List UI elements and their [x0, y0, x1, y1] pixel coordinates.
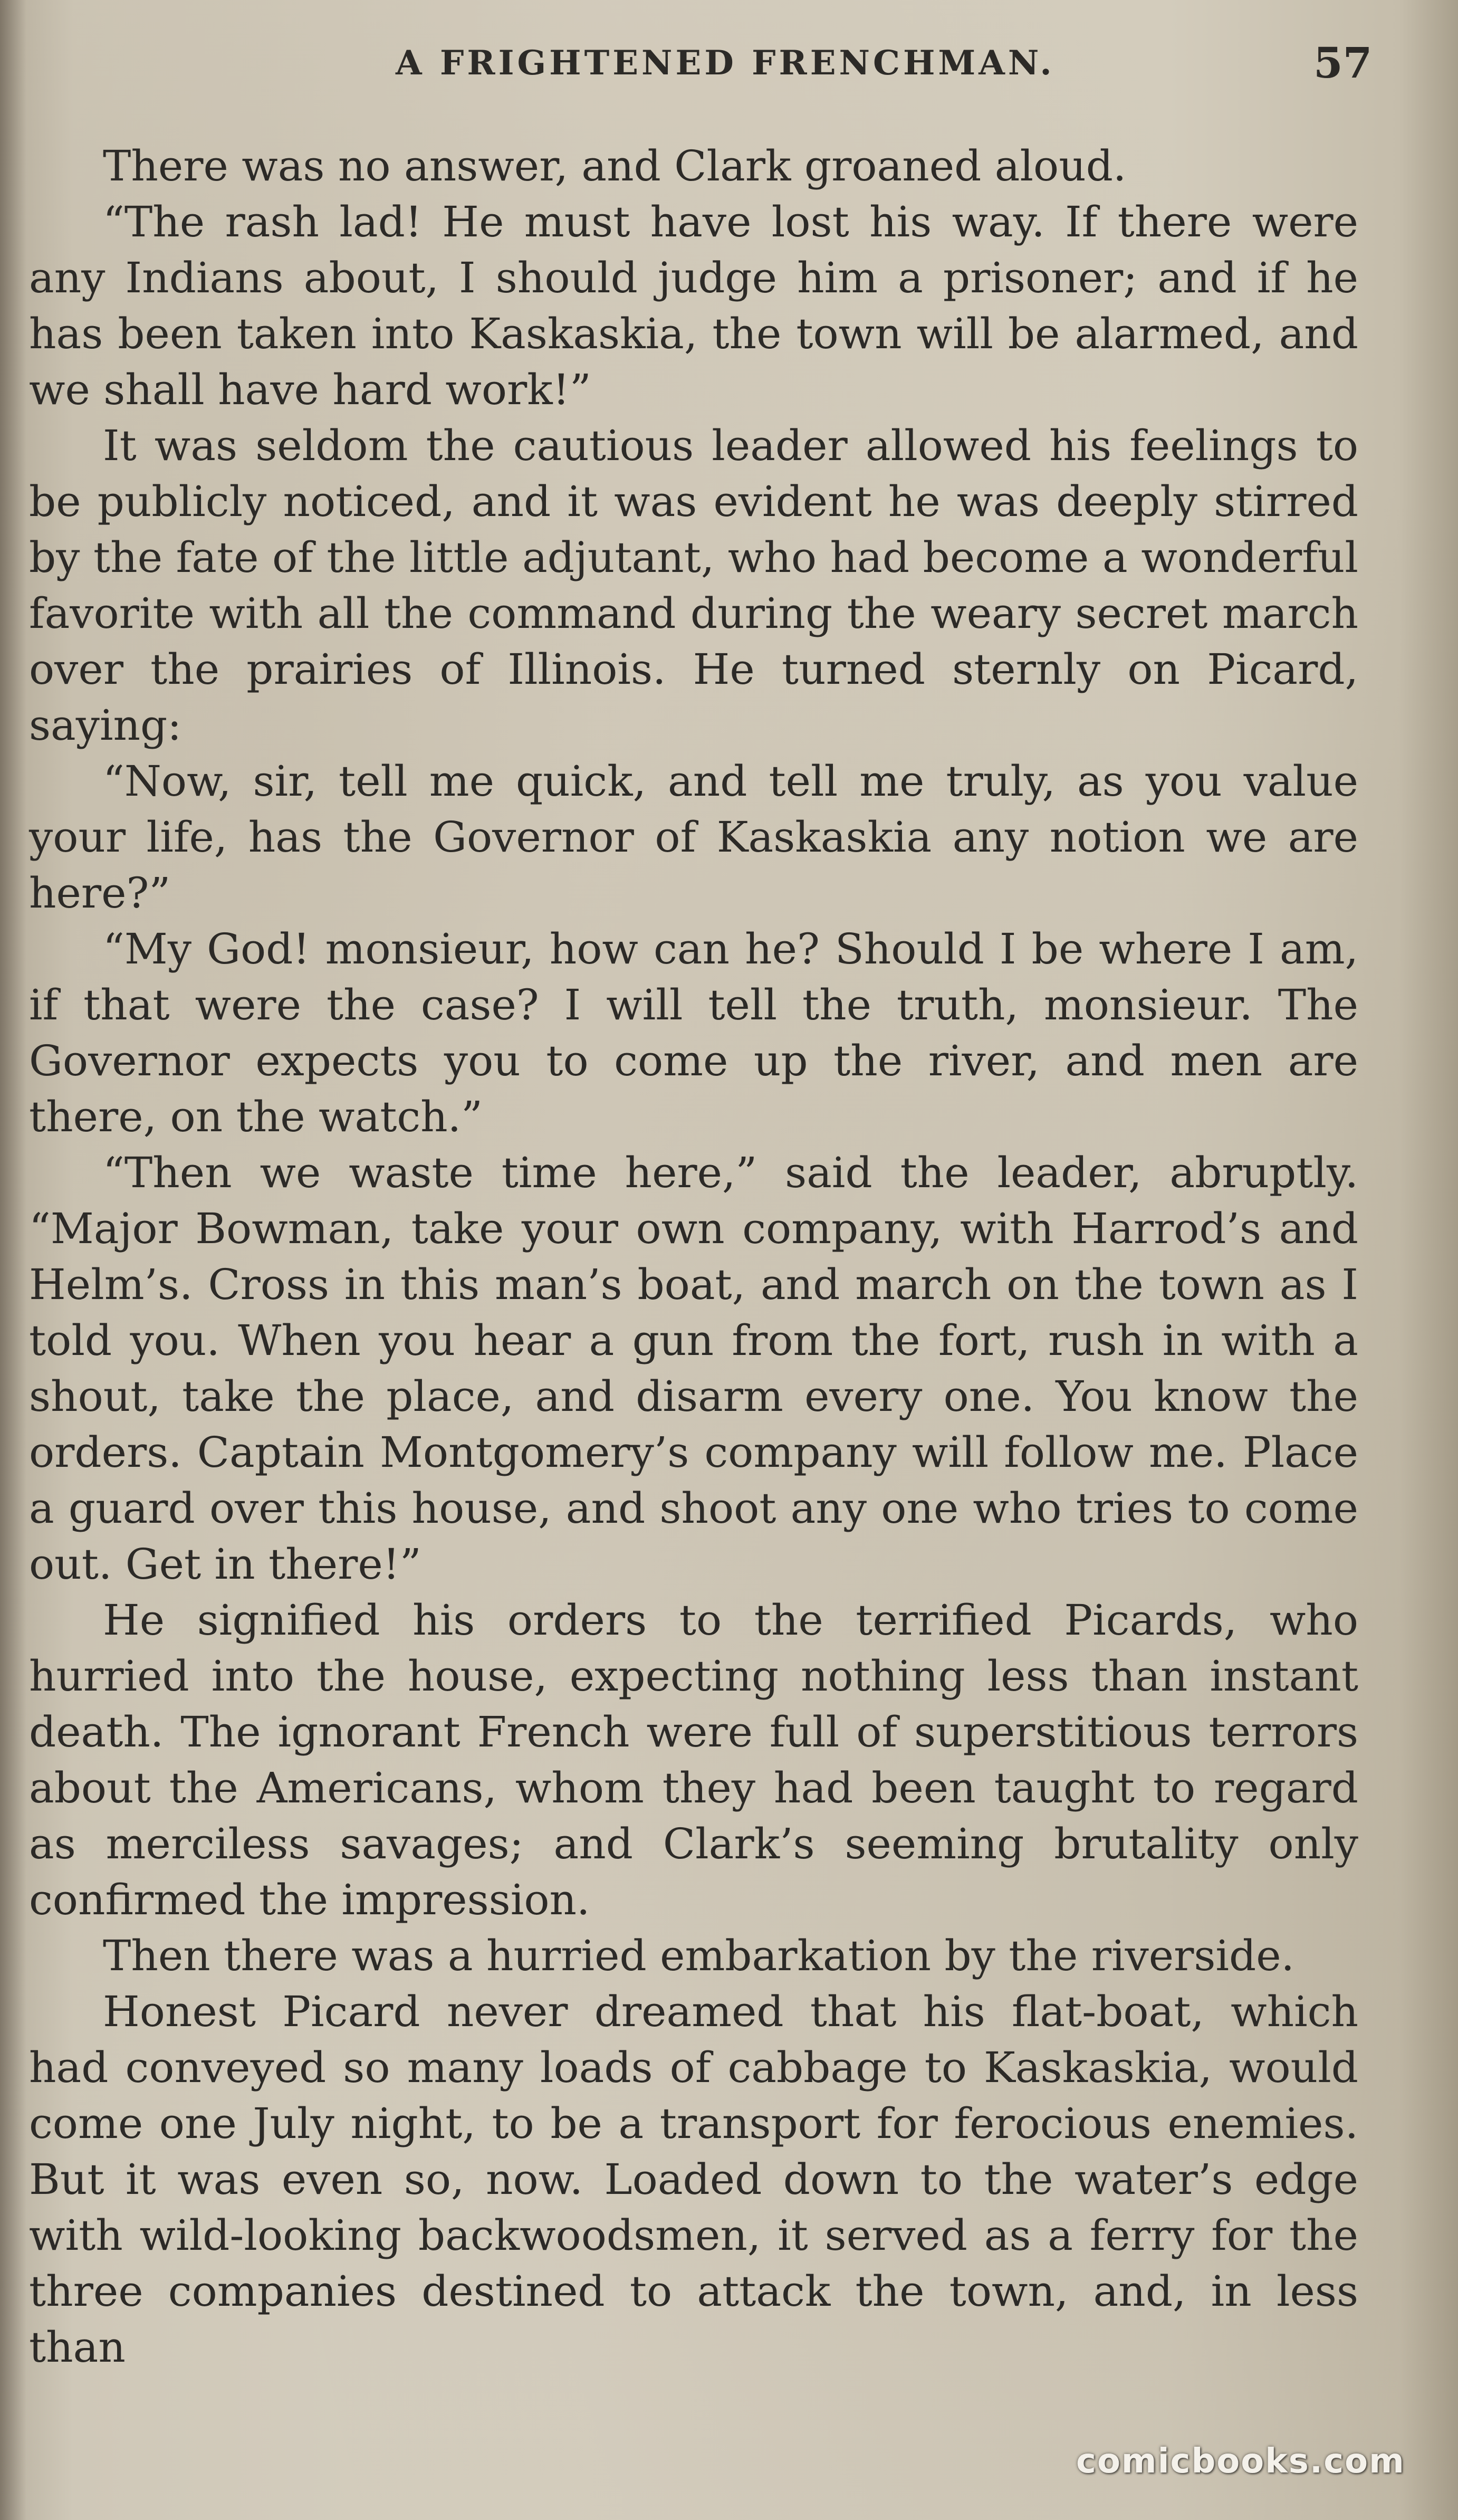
- binding-shadow: [0, 0, 26, 2520]
- paragraph: He signified his orders to the terrified Picards, who hurried into the house, expecting nothing less than instant death. The ignorant French were full of superstitious terrors about the Americans, whom they had been taught to regard as merciless savages; and Clark’s seeming brutality only confirmed the impression.: [29, 1596, 1358, 1924]
- running-head: A FRIGHTENED FRENCHMAN.: [396, 43, 1055, 83]
- paragraph: There was no answer, and Clark groaned aloud.: [103, 141, 1127, 190]
- page-number: 57: [1313, 38, 1373, 88]
- paragraph: “Now, sir, tell me quick, and tell me truly, as you value your life, has the Governor of Kaskaskia any notion we are here?”: [29, 757, 1358, 918]
- paragraph: Then there was a hurried embarkation by the riverside.: [103, 1931, 1294, 1980]
- watermark: comicbooks.com: [1076, 2442, 1405, 2481]
- paragraph: “My God! monsieur, how can he? Should I be where I am, if that were the case? I will tell the truth, monsieur. The Governor expects you to come up the river, and men are there, on the watch.”: [29, 924, 1358, 1141]
- page-header: [0, 32, 1458, 95]
- paragraph: It was seldom the cautious leader allowed his feelings to be publicly noticed, and it was evident he was deeply stirred by the fate of the little adjutant, who had become a wonderful favorite with all the command during the weary secret march over the prairies of Illinois. He turned sternly on Picard, saying:: [29, 421, 1358, 750]
- body-text: [29, 138, 1358, 2375]
- paragraph: “Then we waste time here,” said the leader, abruptly. “Major Bowman, take your own company, with Harrod’s and Helm’s. Cross in this man’s boat, and march on the town as I told you. When you hear a gun from the fort, rush in with a shout, take the place, and disarm every one. You know the orders. Captain Montgomery’s company will follow me. Place a guard over this house, and shoot any one who tries to come out. Get in there!”: [29, 1148, 1358, 1589]
- paragraph: Honest Picard never dreamed that his flat-boat, which had conveyed so many loads of cabbage to Kaskaskia, would come one July night, to be a transport for ferocious enemies. But it was even so, now. Loaded down to the water’s edge with wild-looking backwoodsmen, it served as a ferry for the three companies destined to attack the town, and, in less than: [29, 1987, 1358, 2372]
- paragraph: “The rash lad! He must have lost his way. If there were any Indians about, I should judge him a prisoner; and if he has been taken into Kaskaskia, the town will be alarmed, and we shall have hard work!”: [29, 197, 1358, 414]
